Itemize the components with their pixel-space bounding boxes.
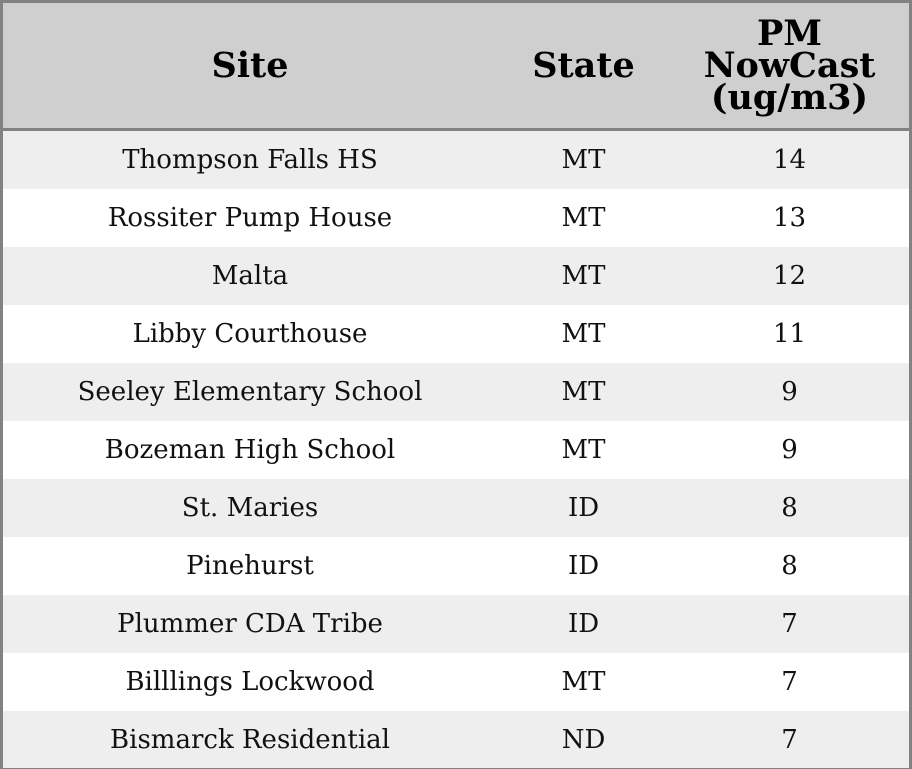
table-row [3, 189, 909, 247]
table-row [3, 653, 909, 711]
header-state: State [497, 3, 670, 130]
header-site: Site [3, 3, 497, 130]
header-pm-nowcast [670, 3, 909, 130]
table-row [3, 130, 909, 190]
table-row [3, 247, 909, 305]
cell-pm: 9 [670, 421, 909, 479]
cell-pm: 11 [670, 305, 909, 363]
cell-state: MT [497, 247, 670, 305]
cell-pm: 7 [670, 595, 909, 653]
cell-pm: 8 [670, 479, 909, 537]
cell-pm: 14 [670, 130, 909, 190]
cell-site: Pinehurst [3, 537, 497, 595]
header-pm-line1: PM [756, 12, 823, 54]
table-row [3, 421, 909, 479]
table-row [3, 479, 909, 537]
header-pm-line3: (ug/m3) [710, 76, 869, 118]
cell-state: ID [497, 595, 670, 653]
cell-site: Thompson Falls HS [3, 130, 497, 190]
cell-site: Malta [3, 247, 497, 305]
table-row [3, 595, 909, 653]
cell-pm: 7 [670, 653, 909, 711]
cell-site: Bozeman High School [3, 421, 497, 479]
cell-state: MT [497, 305, 670, 363]
header-row [3, 3, 909, 130]
cell-site: Bismarck Residential [3, 711, 497, 768]
cell-pm: 9 [670, 363, 909, 421]
cell-state: MT [497, 421, 670, 479]
table-row [3, 711, 909, 768]
cell-pm: 8 [670, 537, 909, 595]
cell-site: Billlings Lockwood [3, 653, 497, 711]
cell-state: MT [497, 363, 670, 421]
cell-state: MT [497, 130, 670, 190]
cell-site: Plummer CDA Tribe [3, 595, 497, 653]
header-pm-line2: NowCast [703, 44, 876, 86]
table-row [3, 305, 909, 363]
cell-site: St. Maries [3, 479, 497, 537]
cell-state: ID [497, 537, 670, 595]
cell-pm: 12 [670, 247, 909, 305]
cell-state: ND [497, 711, 670, 768]
cell-site: Rossiter Pump House [3, 189, 497, 247]
pm-nowcast-table [3, 3, 909, 768]
cell-state: MT [497, 653, 670, 711]
cell-state: MT [497, 189, 670, 247]
cell-site: Seeley Elementary School [3, 363, 497, 421]
cell-pm: 13 [670, 189, 909, 247]
cell-pm: 7 [670, 711, 909, 768]
cell-state: ID [497, 479, 670, 537]
table-row [3, 537, 909, 595]
cell-site: Libby Courthouse [3, 305, 497, 363]
table-row [3, 363, 909, 421]
